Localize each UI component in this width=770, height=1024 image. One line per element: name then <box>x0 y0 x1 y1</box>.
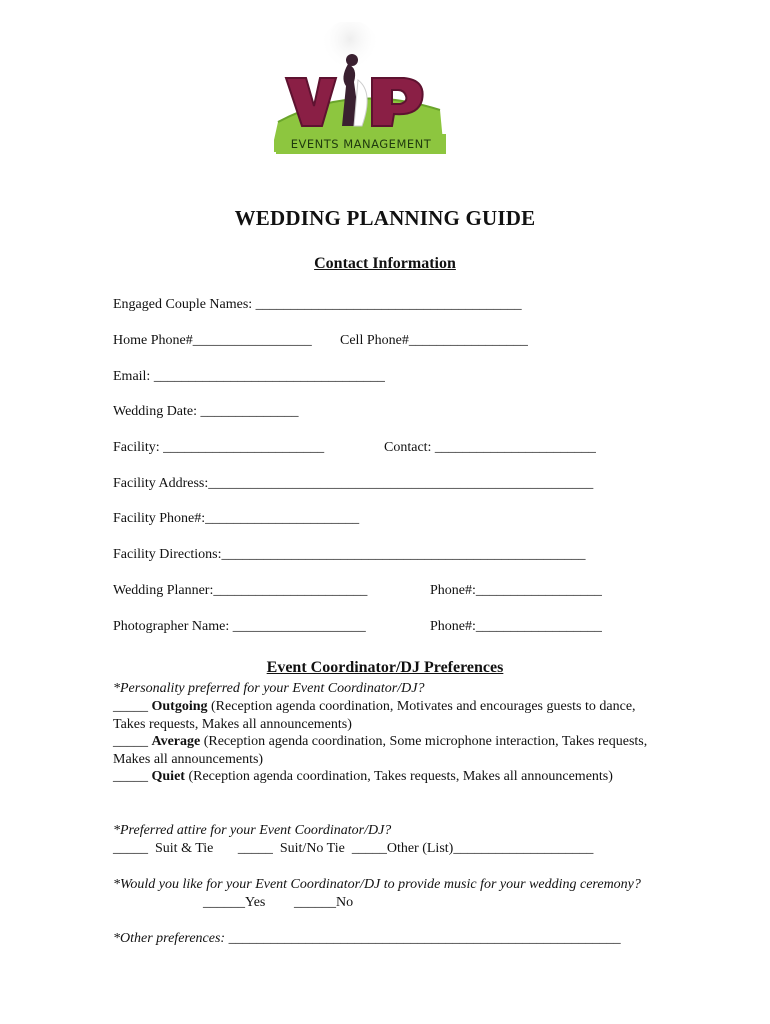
email-field[interactable]: Email: _________________________________ <box>113 369 385 384</box>
facility-contact-field[interactable]: Contact: _______________________ <box>384 440 596 455</box>
option-quiet[interactable] <box>113 768 653 786</box>
option-desc: (Reception agenda coordination, Some microphone interaction, Takes requests, Makes all announcements) <box>113 734 648 767</box>
option-blank[interactable]: _____ <box>113 699 152 714</box>
couple-names-field[interactable]: Engaged Couple Names: ______________________________________ <box>113 297 522 312</box>
contact-heading: Contact Information <box>314 255 456 272</box>
other-preferences-field[interactable]: *Other preferences: ________________________________________________________ <box>113 931 621 946</box>
facility-phone-field[interactable]: Facility Phone#:______________________ <box>113 511 360 526</box>
cell-phone-field[interactable]: Cell Phone#_________________ <box>340 333 528 348</box>
personality-question: *Personality preferred for your Event Coordinator/DJ? <box>113 681 425 696</box>
vip-logo <box>262 22 452 157</box>
attire-question: *Preferred attire for your Event Coordinator/DJ? <box>113 823 392 838</box>
facility-field[interactable]: Facility: _______________________ <box>113 440 325 455</box>
facility-directions-field[interactable]: Facility Directions:____________________________________________________ <box>113 547 586 562</box>
photographer-phone-field[interactable]: Phone#:__________________ <box>430 619 602 634</box>
photographer-field[interactable]: Photographer Name: ___________________ <box>113 619 366 634</box>
wedding-date-field[interactable]: Wedding Date: ______________ <box>113 404 299 419</box>
music-no-option[interactable]: ______No <box>294 895 354 910</box>
planner-phone-field[interactable]: Phone#:__________________ <box>430 583 602 598</box>
option-label: Outgoing <box>151 699 208 714</box>
option-outgoing[interactable] <box>113 698 653 733</box>
option-desc: (Reception agenda coordination, Takes requests, Makes all announcements) <box>184 769 613 784</box>
option-label: Quiet <box>151 769 185 784</box>
music-yes-option[interactable]: ______Yes <box>203 895 266 910</box>
dj-heading: Event Coordinator/DJ Preferences <box>266 659 504 676</box>
option-blank[interactable]: _____ <box>113 734 152 749</box>
option-blank[interactable]: _____ <box>113 769 152 784</box>
wedding-planner-field[interactable]: Wedding Planner:______________________ <box>113 583 368 598</box>
facility-address-field[interactable]: Facility Address:_______________________________________________________ <box>113 476 594 491</box>
logo-tagline: EVENTS MANAGEMENT <box>290 137 432 151</box>
home-phone-field[interactable]: Home Phone#_________________ <box>113 333 312 348</box>
page-title: WEDDING PLANNING GUIDE <box>234 206 536 230</box>
attire-options[interactable]: _____ Suit & Tie _____ Suit/No Tie _____Other (List)____________________ <box>113 841 594 856</box>
music-question: *Would you like for your Event Coordinator/DJ to provide music for your wedding ceremony? <box>113 877 641 892</box>
option-average[interactable] <box>113 733 653 768</box>
option-desc: (Reception agenda coordination, Motivates and encourages guests to dance, Takes requests, Makes all announcements) <box>113 699 636 732</box>
option-label: Average <box>151 734 201 749</box>
